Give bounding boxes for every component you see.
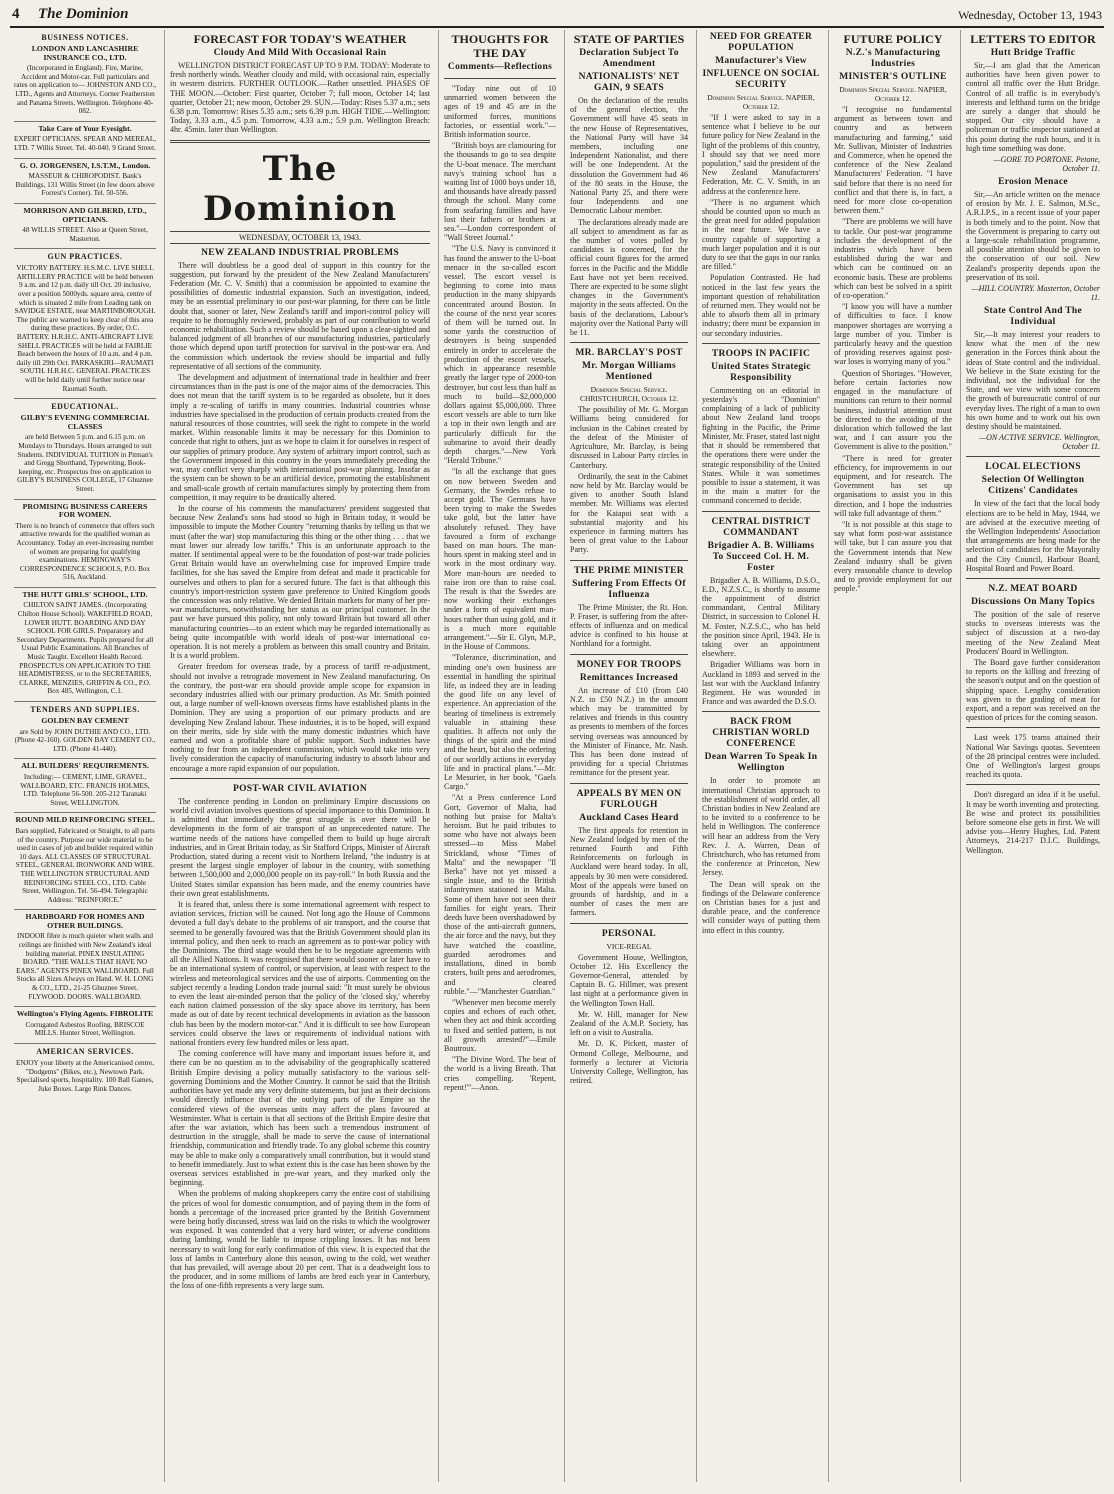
running-head	[10, 6, 1104, 28]
leader-body: There will doubtless be a good deal of support in this country for the suggestion, put forward by the president of the New Zealand Manufacturers' Federation (Mr. C. V. Smith) that a commission be appointed to examine the possibilities of domestic industrial expansion. Such an investigation, indeed, may be an essential preliminary to our post-war planning, for there can be little doubt that, sooner or later, New Zealand's tariff and import-control policy will require to be thoroughly reviewed, probably as part of our contribution to world economic rehabilitation. Such a review should be based upon a clear-sighted and balanced judgment of all branches of our manufacturing industries, particularly those which depend upon tariff protection for survival in the post-war era. And the commission which undertook the review should be impartial and fully representative of all sections of the community. The development and adjustment of international trade in healthier and freer circumstances than in the past is one of the major aims of the democracies. This does not mean that the tariff system is to be regarded as obsolete, but it does imply a re-scaling of tariffs in many countries. Industrial countries whose industries have specialised in the production of certain products created from the natural resources of those countries, will seek the right to compete in the world market. Within reasonable limits it may be necessary for this Dominion to concede that right to others, just as we hope to claim it for ourselves in respect of our supplies of primary produce. Any system of arbitrary import control, such as the Government imposed in this country in the years immediately preceding the war, may conflict very sharply with international post-war planning. Insofar as the system can be shown to be an artificial device, promoting the establishment and small-scale growth of certain manufactures simply by protecting them from competition, it may require to be drastically altered. In the course of his comments the manufacturers' president suggested that because New Zealand's sons had stood so high in Britain today, it would be impossible to impute the Mother Country "returning thanks by telling us that we must (after the war) stop manufacturing this thing or the other thing . . . that we must lower our already low tariffs." This is an unfortunate approach to the matter. If sentimental appeal were to be the foundation of post-war trade policies Great Britain would have an overwhelming case for improved Empire trade facilities, for she has saved the Empire from defeat and made it practicable for ourselves and others to plan for a secured future. The fact is that although this country's import-restriction system gave preference to United Kingdom goods the concession was only relative. We denied Britain markets for many of her pre-war manufactures, notwithstanding her status as our principal customer. In the past we have pursued this policy, not only toward Britain but toward all other manufacturing countries—to an extent which may be regarded internationally as being quite incompatible with world ideals of post-war international co-operation. It is not merely a problem as between this small country and Britain. It is a world problem. Greater freedom for overseas trade, by a process of tariff re-adjustment, should not involve a retrograde movement in New Zealand manufacturing. On the contrary, the post-war era should provide ample scope for expansion in secondary industries allied with our primary production. As Mr. Smith pointed out, a large number of well-known overseas firms have established plants in the Dominion. They are using a proportion of our primary products and are developing New Zealand labour. These industries, it is to be hoped, will expand on their merits, side by side with the many domestic industries which have earned and won a profitable share of public support. Such industries have nothing to fear from an independent commission, which would take into very lively consideration the capacity of manufacturing industry to absorb labour and encourage a more rapid expansion of our population.	[170, 260, 430, 773]
ad-body: are held Between 5 p.m. and 6.15 p.m. on Mondays to Thursdays. Hours arranged to suit Students. INDIVIDUAL TUITION in Pitman's and Gregg Shorthand, Typewriting, Book-keeping, etc. Prospectus free on application to GILBY'S BUSINESS COLLEGE, 17 Ghuznee Street.	[17, 433, 153, 493]
ad-title: THE HUTT GIRLS' SCHOOL, LTD.	[22, 589, 148, 599]
ad-steel	[14, 816, 156, 910]
masthead: The Dominion	[202, 148, 398, 229]
ad-cement	[14, 717, 156, 759]
issue-date: Wednesday, October 13, 1943	[958, 8, 1102, 22]
page-number: 4	[12, 6, 20, 22]
ad-body: INDOOR fibre is much quieter when walls and ceilings are finished with New Zealand's ideal building material. PINEX INSULATING BOARD. "THE WALLS THAT HAVE NO EARS." AGENTS PINEX WALLBOARD. Full Stocks all Sizes Always on Hand. W. H. LONG & CO., LTD., 21-25 Ghuznee Street. FLYWOOD. DOORS. WALLBOARD.	[16, 932, 154, 1001]
article-paragraph: Mr. D. K. Pickett, master of Ormond College, Melbourne, and formerly a lecturer at Victoria University College, Wellington, has retired.	[570, 1039, 688, 1086]
article-subheadline: MINISTER'S OUTLINE	[839, 72, 947, 82]
article-headline: N.Z. MEAT BOARD	[988, 583, 1078, 594]
ad-body: EXPERT OPTICIANS. SPEAR AND MEREAL, LTD. 7 Willis Street. Tel. 40-040. 9 Grand Street.	[14, 135, 157, 152]
ad-body: Including:— CEMENT, LIME, GRAVEL, WALLBOARD, ETC. FRANCIS HOLMES, LTD. Telephone 56-500. 205-212 Taranaki Street, WELLINGTON.	[20, 772, 150, 807]
article-paragraph: "There are problems we will have to tackle. Our post-war programme includes the development of the industries which have been established during the war and which can be continued on an economic basis. These are problems which can best be solved in a spirit of co-operation."	[834, 217, 952, 301]
letter-signature: —ON ACTIVE SERVICE. Wellington, October 11.	[979, 433, 1100, 452]
ad-body: There is no branch of commerce that offers such attractive rewards for the qualified woman as Accountancy. Today an ever-increasing number of women are preparing for qualifying examinations. HEMINGWAY'S CORRESPONDENCE SCHOOLS, P.O. Box 516, Auckland.	[15, 521, 155, 582]
article-headline: THOUGHTS FOR THE DAY	[451, 32, 549, 60]
article-paragraph: "If I were asked to say in a sentence what I believe to be our future policy for New Zealand in the light of the problems of this country, I should say that we need more population," said the president of the New Zealand Manufacturers' Federation, Mr. C. V. Smith, in an address at the conference here.	[702, 113, 820, 196]
article-paragraph: Commenting on an editorial in yesterday's "Dominion" complaining of a lack of publicity about New Zealand land troops fighting in the Pacific, the Prime Minister, Mr. Fraser, stated last night that it should be remembered that the operations there were under the strategic responsibility of the United States. While it was sometimes possible to issue a statement, it was in the main a matter for the command concerned to decide.	[702, 385, 821, 506]
column-news-2	[696, 30, 824, 1482]
article-subheadline: Dean Warren To Speak In Wellington	[704, 752, 818, 774]
article-paragraph: Last week 175 teams attained their National War Savings quotas. Seventeen of the 28 principal centres were included. One of Wellington's largest groups reached its quota.	[966, 733, 1100, 780]
ad-insurance	[14, 45, 156, 122]
forecast-subheadline: Cloudy And Mild With Occasional Rain	[213, 48, 387, 58]
ad-title: G. O. JORGENSEN, I.S.T.M., London.	[19, 160, 151, 170]
article-paragraph: In order to promote an international Christian approach to the establishment of world order, all Christian bodies in New Zealand are to be invited to a conference to be held in Wellington. The conference will hear an address from the Very Rev. J. A. Warren, Dean of Christchurch, who has returned from the conference at Princeton, New Jersey.	[702, 776, 820, 878]
letter-headline: Hutt Bridge Traffic	[990, 48, 1076, 58]
article-headline: TROOPS IN PACIFIC	[711, 348, 811, 359]
article-paragraph: Government House, Wellington, October 12. His Excellency the Governor-General, attended by Captain B. G. Hillmer, was present last night at a performance given in the Wellington Town Hall.	[570, 952, 688, 1008]
ad-gilby	[14, 414, 156, 499]
byline: Dominion Special Service. NAPIER, October 12.	[707, 93, 815, 111]
forecast-body: WELLINGTON DISTRICT FORECAST UP TO 9 P.M. TODAY: Moderate to fresh northerly winds. Weather cloudy and mild, with occasional rain, especially in western districts. FURTHER OUTLOOK.—Rather unsettled. PHASES OF THE MOON.—October: First quarter, October 7; full moon, October 14; last quarter, October 21; new moon, October 29. SUN.—Today: Rises 5.37 a.m.; sets 6.38 p.m. Tomorrow: Rises 5.35 a.m.; sets 6.39 p.m. HIGH TIDE.—Wellington: Today, 3.33 a.m., 4.5 p.m. Tomorrow, 4.33 a.m.; 5.9 p.m. Wellington Breach: 4hr. 45min. later than Wellington.	[170, 61, 430, 135]
article-paragraph: An increase of £10 (from £40 N.Z. to £50 N.Z.) in the amount which may be transmitted by relatives and friends in this country as presents to members of the forces serving overseas was announced by the Minister of Finance, Mr. Nash. This has been done instead of providing for a special Christmas remittance for the present year.	[570, 685, 688, 778]
article-paragraph: Question of Shortages. "However, before certain factories now engaged in the manufacture of munitions can return to their normal business, industrial attention must be directed to the avoiding of the dislocation which followed the last war, and I can assure you the Government is alive to the position."	[834, 368, 952, 452]
article-subheadline: Remittances Increased	[579, 672, 679, 683]
ad-title: ALL BUILDERS' REQUIREMENTS.	[21, 761, 149, 771]
column-business-notices	[10, 30, 160, 1482]
ad-title: PROMISING BUSINESS CAREERS FOR WOMEN.	[22, 501, 148, 520]
article-headline: STATE OF PARTIES	[573, 32, 685, 46]
ad-masseur	[14, 162, 156, 204]
ad-opticians	[14, 125, 156, 159]
article-paragraph: "I recognise no fundamental argument as between town and country and as between manufacturing and farming," said Mr. Sullivan, Minister of Industries and Commerce, when he opened the conference of the New Zealand Manufacturers' Federation. "I have said before that there is no need for conflict and that there is, in fact, a need for more close co-operation between them."	[834, 105, 952, 216]
leader-body: The conference pending in London on preliminary Empire discussions on world civil aviation involves questions of special importance to this Dominion. It is admitted that immediately the great struggle is over there will be developments in the form of air transport of an unprecedented nature. The wartime needs of the nations have compelled them to build up huge aircraft industries, and in Great Britain today, as Sir Stafford Cripps, Minister of Aircraft Production, stated during a recent visit to Northern Ireland, "the industry is at present the largest single employer of labour in the country, with something between 1,500,000 and 2,000,000 people on its pay-roll." In both Russia and the United States similar expansion has been made, and the enemy countries have their own great establishments. It is feared that, unless there is some international agreement with respect to aviation services, friction will be caused. Not long ago the House of Commons devoted a full day's debate to the problems of air transport, and the course that seemed to be generally favoured was that the British Government should plan its internal policy, and then seek to reach an agreement as to post-war policy with the Dominions. The third stage would then be to be negotiate agreements with all the Allied Nations. It was recognised that there would sooner or later have to be an international system of control, or supervision, at least with respect to the wireless and meteorological services and the use of airports. Commenting on the subject recently a leading London trade journal said: "It must surely be obvious to even the least air-minded person that the policy of the 'closed sky,' whereby each nation claimed possession of the sky space above its territory, has been made as out of date by recent technical developments in aviation as the bassoon club has been by the modern motor-car." And it is difficult to see how European services could observe the laws or requirements of individual nations with national frontiers every few hundred miles or less apart. The coming conference will have many and important issues before it, and there can be no question as to the advisability of the geographically scattered British Empire devising a policy mutually satisfactory to the various self-governing Dominions and the Mother Country. It cannot be said that the British authorities have yet made any very definite statements, but just as their decisions would directly influence that of the outlying parts of the Empire so the considered views of the overseas units may affect the plans favoured at Westminster. What is certain is that all sections of the British Empire desire that after the war aviation, which has been such a tremendous instrument of destruction in the struggle, shall be made to serve the cause of international friendship, communication and friendly trade. To any global scheme this country may be able to make only a comparatively small contribution, but it would stand to benefit immediately. Just to what extent this is the case has been shown by the overseas services established in pre-war years, and they marked only the beginning. When the problems of making shopkeepers carry the entire cost of stabilising the prices of wool for domestic consumption, and of paying them in the form of bonds a percentage of the increased price granted by the British Government were being hotly discussed, stress was laid on the risks to which the woolgrower was exposed. It was contended that a very hard winter, or adverse conditions during lambing, would be liable to impose crippling losses. It has not been necessary to wait long for early confirmation of this view. It is expected that the loss of lambs in Canterbury alone this season, owing to the cold, wet weather that has prevailed, will average about 20 per cent. That is a deadweight loss to the producer, and in some millions of lambs are bred each year in Canterbury, the loss of one-fifth represents a very large sum.	[170, 796, 430, 1291]
article-subheadline: N.Z.'s Manufacturing Industries	[845, 48, 941, 69]
article-subheadline: NATIONALISTS' NET GAIN, 9 SEATS	[578, 72, 680, 93]
gun-practices-heading: GUN PRACTICES.	[47, 252, 123, 262]
ad-fibrolite	[14, 1010, 156, 1044]
column-news-3	[828, 30, 956, 1482]
ad-morrison	[14, 207, 156, 249]
article-subheadline: INFLUENCE ON SOCIAL SECURITY	[702, 69, 820, 90]
ad-body: CHILTON SAINT JAMES. (Incorporating Chilton House School). WAKEFIELD ROAD, LOWER HUTT. BOARDING AND DAY SCHOOL FOR GIRLS. Preparatory and Secondary Departments. Pupils prepared for all Usual Public Examinations. All Branches of Music Taught. Excellent Health Record. PROSPECTUS ON APPLICATION TO THE HEADMISTRESS, or to the SECRETARIES, CLARKE, MENZIES, GRIFFIN & CO., P.O. Box 485, Wellington, C.1.	[16, 601, 154, 696]
leader-headline: NEW ZEALAND INDUSTRIAL PROBLEMS	[201, 247, 399, 258]
article-paragraph: The position of the sale of reserve stocks to overseas interests was the subject of discussion at a two-day meeting of the New Zealand Meat Producers' Board in Wellington.	[966, 609, 1100, 656]
article-paragraph: Mr. W. Hill, manager for New Zealand of the A.M.P. Society, has left on a visit to Australia.	[570, 1009, 688, 1038]
letters-heading: LETTERS TO EDITOR	[970, 32, 1096, 46]
article-headline: THE PRIME MINISTER	[574, 565, 684, 576]
article-subheadline: United States Strategic Responsibility	[711, 361, 811, 383]
article-headline: FUTURE POLICY	[843, 32, 943, 46]
letter-headline: Erosion Menace	[998, 177, 1068, 188]
letter-signature: —HILL COUNTRY. Masterton, October 11.	[971, 284, 1100, 303]
article-paragraph: Ordinarily, the seat in the Cabinet now held by Mr. Barclay would be given to another South Island member. Mr. Williams was elected for the Kaiapoi seat with a substantial majority and his experience in farming matters has been of great value to the Labour Party.	[570, 471, 688, 555]
american-services-heading: AMERICAN SERVICES.	[36, 1047, 134, 1056]
forecast-headline: FORECAST FOR TODAY'S WEATHER	[193, 32, 407, 46]
tenders-heading: TENDERS AND SUPPLIES.	[30, 705, 140, 714]
article-paragraph: The declarations already made are all subject to amendment as far as the number of votes polled by candidates is concerned, for the official count figures for the armed forces in the Pacific and the Middle East have not yet been received. There are expected to be some slight changes in the Government's majority in the seats affected. On the basis of the declarations, Labour's majority over the National Party will be 11.	[570, 217, 688, 338]
article-headline: MR. BARCLAY'S POST	[575, 348, 683, 359]
byline: Dominion Special Service. CHRISTCHURCH, October 12.	[580, 385, 678, 404]
article-subheadline: Brigadier A. B. Williams To Succeed Col. H. M. Foster	[707, 540, 815, 573]
newspaper-page	[10, 6, 1104, 1486]
letter-headline: State Control And The Individual	[983, 306, 1083, 328]
ad-title: Take Care of Your Eyesight.	[38, 123, 132, 133]
letter-body: Sir,—I am glad that the American authorities have been given power to control all traffic over the Hutt Bridge. Control of all traffic is in everybody's interests and lefthand turns on the bridge are surely a danger that should be stopped. Our city should have a policeman or traffic inspector stationed at this point during the rush hours, and it is high time something was done.	[966, 61, 1100, 153]
masthead-date: WEDNESDAY, OCTOBER 13, 1943.	[170, 231, 430, 244]
ad-title: LONDON AND LANCASHIRE INSURANCE CO., LTD.	[31, 44, 139, 62]
gun-practices-body: VICTORY BATTERY. H.S.M.C. LIVE SHELL ARTILLERY PRACTICE will be held between 9 a.m. and 12 p.m. daily till Oct. 20 inclusive, over a position 5000yds. square area, centre of which is situated 2 mile from Leading tank on SAVIDGE ESTATE, near MARTINBOROUGH. The public are warned to keep clear of this area during these practices. By order, O.C. BATTERY. H.R.H.C. ANTI-AIRCRAFT LIVE SHELL PRACTICES will be held at FAIRLIE Beach between the hours of 10 a.m. and 4 p.m. daily till 29th Oct. PARKASKIRI—RAUMATI SOUTH. H.R.H.C. GENERAL PRACTICES will be held daily until further notice near Raumati South.	[14, 264, 156, 393]
article-paragraph: The possibility of Mr. G. Morgan Williams being considered for inclusion in the Cabinet created by the defeat of the Minister of Agriculture, Mr. Barclay, is being discussed in Labour Party circles in Canterbury.	[570, 405, 688, 470]
article-paragraph: "I know you will have a number of difficulties to face. I know manpower shortages are worrying a large number of you. Timber is particularly heavy and the question of providing reserves against post-war loses is worrying many of you."	[834, 302, 952, 367]
leader-headline: POST-WAR CIVIL AVIATION	[233, 783, 367, 794]
article-subheadline: Selection Of Wellington Citizens' Candidates	[981, 475, 1085, 497]
article-headline: LOCAL ELECTIONS	[985, 462, 1081, 473]
ad-builders	[14, 762, 156, 813]
article-headline: PERSONAL	[601, 928, 657, 939]
ad-title: GILBY'S EVENING COMMERCIAL CLASSES	[20, 413, 150, 431]
article-paragraph: "It is not possible at this stage to say what form post-war assistance will take, but I can assure you that the Government intends that New Zealand industry shall be given every reasonable chance to develop and to provide employment for our people."	[834, 519, 952, 594]
letter-body: Sir,—It may interest your readers to know what the men of the new generation in the Forces think about the ideas of State control and the individual. We believe in the State existing for the individual, not the individual for the State, and we view with some concern the growth of bureaucratic control of our everyday lives. The right of a man to own his own home and to work out his own destiny should be maintained.	[966, 330, 1100, 432]
article-subheadline: Declaration Subject To Amendment	[579, 48, 679, 69]
article-paragraph: The Prime Minister, the Rt. Hon. P. Fraser, is suffering from the after-effects of influenza and on medical advice is confined to his house at Northland for a fortnight.	[570, 602, 688, 649]
article-paragraph: The first appeals for retention in New Zealand lodged by men of the returned Fourth and Fifth Reinforcements on furlough in Auckland were heard today. In all, appeals by 30 men were considered. Most of the appeals were based on grounds of hardship, and in a number of cases the men are farmers.	[570, 825, 688, 918]
letter-signature: —GORE TO PORTONE. Petone, October 11.	[993, 155, 1100, 174]
article-subheadline: VICE-REGAL	[606, 941, 652, 951]
article-paragraph: In view of the fact that the local body elections are to be held in May, 1944, we are advised at the executive meeting of the Wellington Independents' Association that arrangements are being made for the selection of candidates for the Mayoralty and the City Council, Harbour Board, Hospital Board and Power Board.	[966, 499, 1100, 573]
article-subheadline: Comments—Reflections	[447, 62, 553, 72]
ad-title: ROUND MILD REINFORCING STEEL.	[15, 815, 155, 825]
article-paragraph: On the declaration of the results of the general election, the Government will have 45 seats in the new House of Representatives, the National Party will have 34 members, including one Independent Nationalist, and there will be one Independent. At the dissolution the Government had 46 of the 80 seats in the House, the National Party 25, and there were four Independents and one Democratic Labour member.	[570, 96, 688, 216]
article-headline: NEED FOR GREATER POPULATION	[709, 32, 813, 53]
article-subheadline: Auckland Cases Heard	[579, 812, 679, 823]
ad-body: (Incorporated in England). Fire, Marine, Accident and Motor-car. Full particulars and rates on application to— JOHNSTON AND CO., LTD., Agents and Attorneys. Corner Featherston and Panama Streets, Wellington. Telephone 40-082.	[14, 64, 157, 116]
letter-body: Sir,—An article written on the menace of erosion by Mr. J. E. Salmon, M.Sc., A.R.I.P.S., in a recent issue of your paper is both timely and to the point. Now that the Government is preparing to carry out a large-scale rehabilitation programme, all possible attention should be given to the conservation of our soil. New Zealand's prosperity depends upon the preservation of its soil.	[966, 190, 1100, 282]
article-paragraph: Don't disregard an idea if it be useful. It may be worth inventing and protecting. Be wise and protect its possibilities before someone else gets in first. We will advise you—Henry Hughes, Ltd. Patent Attorneys, 214-217 D.I.C. Buildings, Wellington.	[966, 790, 1100, 855]
column-news-1	[564, 30, 692, 1482]
american-services-body: ENJOY your liberty at the Americanised centre, "Dodgems" (Bikes, etc.), Newtown Park. Specialised sports, hospitality. 100 Ball Games, Juke Boxes. Large Rink Dances.	[15, 1059, 155, 1093]
article-subheadline: Mr. Morgan Williams Mentioned	[582, 361, 676, 383]
ad-body: MASSEUR & CHIROPODIST. Bank's Buildings, 131 Willis Street (in few doors above Forrest's Corner). Tel. 50-556.	[15, 172, 155, 198]
article-paragraph: Population Contrasted. He had noticed in the last few years the important question of rehabilitation of returned men. They would not be able to absorb them all in primary industry; there must be expansion in our secondary industries.	[702, 273, 820, 338]
ad-title: MORRISON AND GILBERD, LTD., OPTICIANS.	[23, 205, 147, 224]
column-letters	[960, 30, 1104, 1482]
article-subheadline: Suffering From Effects Of Influenza	[572, 578, 686, 600]
ad-title: Wellington's Flying Agents. FIBROLITE	[16, 1009, 154, 1019]
column-editorial	[164, 30, 434, 1482]
section-heading: BUSINESS NOTICES.	[41, 33, 129, 42]
paper-name: The Dominion	[38, 6, 129, 22]
ad-title: HARDBOARD FOR HOMES AND OTHER BUILDINGS.	[25, 912, 145, 930]
article-paragraph: Brigadier Williams was born in Auckland in 1893 and served in the last war with the Auckland Infantry Regiment. He was wounded in France and was awarded the D.S.O.	[702, 660, 820, 707]
article-paragraph: "There is no argument which should be counted upon so much as the great need for added population in the near future. We have a country capable of supporting a much larger population and it is our duty to see that the gaps in our ranks are filled."	[702, 197, 820, 272]
ad-hutt-school	[14, 591, 156, 702]
column-thoughts	[438, 30, 560, 1482]
article-headline: BACK FROM CHRISTIAN WORLD CONFERENCE	[712, 717, 810, 750]
ad-title: GOLDEN BAY CEMENT	[41, 716, 129, 725]
article-paragraph: The Dean will speak on the findings of the Delaware conference on Christian bases for a just and durable peace, and the conference will consider ways of putting them into effect in this country.	[702, 879, 820, 935]
article-headline: APPEALS BY MEN ON FURLOUGH	[576, 788, 682, 810]
article-subheadline: Discussions On Many Topics	[971, 596, 1095, 607]
ad-body: 48 WILLIS STREET. Also at Queen Street, Masterton.	[22, 226, 148, 243]
article-body: "Today nine out of 10 unmarried women between the ages of 19 and 45 are in the uniformed forces, munitions factories, or essential work."—British information source. "British boys are clamouring for the thousands to go to sea despite the U-boat menace. The merchant navy's training school has a waiting list of 1000 boys under 18, and thousands have already passed through the school. Many come from seafaring families and have lost their fathers or brothers at sea."—London correspondent of "Wall Street Journal." "The U.S. Navy is convinced it has found the answer to the U-boat menace in the so-called escort vessel. The escort vessel is beginning to come into mass production in the many shipyards concentrated around Boston. In the course of the next year scores of them will be turned out. In some yards the construction of destroyers is being suspended entirely in order to accelerate the production of the escort vessels, which in appearance resemble greatly the larger type of 2000-ton destroyer, but cost less than half as much to build—$2,000,000 dollars against $5,000,000. Three escort vessels are able to turn like a top in their own length and are particularly difficult for the submarine to avoid their deadly depth charges."—New York "Herald Tribune." "In all the exchange that goes on now between Sweden and Germany, the Swedes refuse to accept gold. The Germans have been trying to make the Swedes take gold, but the latter have absolutely refused. They have favoured a form of exchange based on man hours. The man-hours spent in making steel and in work in the most ordinary way. More man-hours are needed to raise iron ore than to raise coal. The result is that the Swedes are now working their exchanges under a form of equivalent man-hours rather than using gold, and it is a much more equitable arrangement."—Sir E. Glyn, M.P., in the House of Commons. "Tolerance, discrimination, and minding one's own business are essential in handling the spiritual life, as indeed they are in leading the good life on any level of experience. An appreciation of the bearing of timeliness is extremely valuable in attaining these qualities. It affects not only the things of the spirit and the mind and the heart, but also the ordering of our worldly actions in everyday life and in practical plans."—Mr. Le Mesurier, in her book, "Gaels Cargo." "At a Press conference Lord Gort, Governor of Malta, had nothing but praise for Malta's heroism. But he paid tributes to some who have not always been stressed—to Miss Mabel Strickland, whose "Times of Malta" and the newspaper "Il Berka" have not yet missed a single issue, and to the British infantrymen stationed in Malta. Some of them have not seen their families for eight years. Their deeds have been overshadowed by those of the anti-aircraft gunners, the air force and the navy, but they have watched the coastline, guarded aerodromes and installations, dined in bomb craters, built pens and aerodromes, and cleared rubble."—"Manchester Guardian." "Whenever men become merely copies and echoes of each other, when they act and think according to fixed and settled pattern, is not all growth arrested?"—Emile Boutroux. "The Divine Word. The beat of the world is a living Breath. That cries compelling. 'Repent, repent!'"—Anon.	[444, 84, 556, 1092]
article-paragraph: Brigadier A. B. Williams, D.S.O., E.D., N.Z.S.C., is shortly to assume the appointment of district commandant, Central Military District, in succession to Colonel H. M. Foster, N.Z.S.C., who has held the position since April, 1943. He is taking over an appointment elsewhere.	[702, 575, 820, 659]
ad-body: Corrugated Asbestos Roofing. BRISCOE MILLS. Hunter Street, Wellington.	[25, 1020, 145, 1038]
educational-heading: EDUCATIONAL.	[51, 402, 119, 412]
article-paragraph: The Board gave further consideration to reports on the killing and freezing of the season's output and on the question of shipping space. Lengthy consideration was given to the grading of meat for export, and a report was received on the question of prices for the coming season.	[966, 657, 1100, 723]
ad-body: are Sold by JOHN DUTHIE AND CO., LTD. (Phone 42-160). GOLDEN BAY CEMENT CO., LTD. (Phone 41-440).	[14, 727, 156, 753]
ad-pinex	[14, 913, 156, 1007]
article-subheadline: Manufacturer's View	[715, 56, 807, 66]
ad-body: Bars supplied, Fabricated or Straight, to all parts of the country. Purpose our wide material to be used in cases of job and builder required within 10 days. ALL CLASSES OF STRUCTURAL STEEL, GENERAL IRONWORK AND WIRE. THE WELLINGTON STRUCTURAL AND REINFORCING STEEL CO., LTD. Cable Street, Wellington. Tel. 56-494. Telegraphic Address: "REINFORCE."	[15, 826, 155, 904]
article-paragraph: "There is need for greater efficiency, for improvements in our equipment, and for research. The Government has set up organisations to assist you in this direction, and I hope the industries will take full advantage of them."	[834, 453, 952, 518]
byline: Dominion Special Service. NAPIER, October 12.	[839, 85, 947, 103]
ad-careers	[14, 503, 156, 588]
article-headline: CENTRAL DISTRICT COMMANDANT	[711, 516, 811, 538]
article-headline: MONEY FOR TROOPS	[576, 659, 682, 670]
